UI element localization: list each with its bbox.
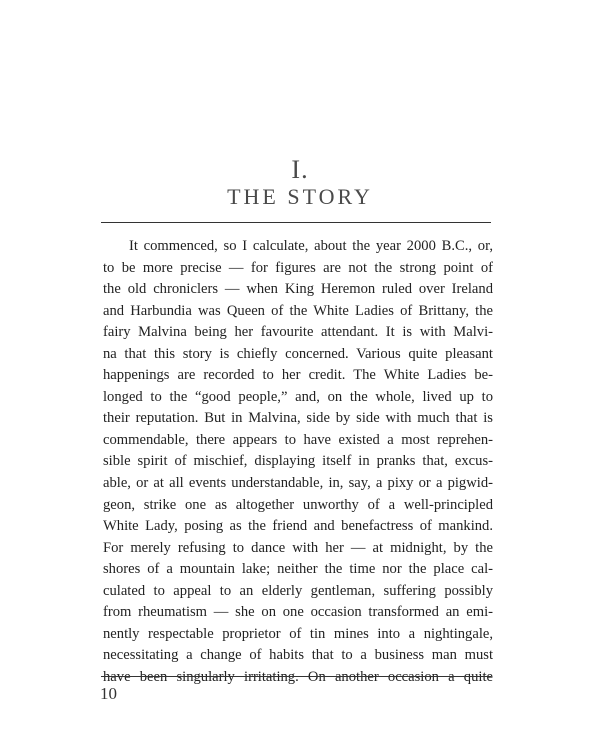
text-line: sible spirit of mischief, displaying itself in pranks that, excus- bbox=[103, 453, 493, 470]
footer-rule bbox=[101, 676, 491, 677]
text-line: It commenced, so I calculate, about the year 2000 B.C., or, bbox=[129, 238, 493, 254]
text-line: able, or at all events understandable, in, say, a pixy or a pigwid- bbox=[103, 475, 493, 492]
text-line: and Harbundia was Queen of the White Ladies of Brittany, the bbox=[103, 302, 493, 319]
text-line: have been singularly irritating. On another occasion a quite bbox=[103, 668, 493, 685]
text-line: White Lady, posing as the friend and benefactress of mankind. bbox=[103, 518, 493, 535]
text-line: shores of a mountain lake; neither the time nor the place cal- bbox=[103, 561, 493, 578]
text-line: to be more precise — for figures are not the strong point of bbox=[103, 259, 493, 276]
page-number: 10 bbox=[100, 684, 117, 703]
text-line: necessitating a change of habits that to a business man must bbox=[103, 647, 493, 664]
text-line: na that this story is chiefly concerned. Various quite pleasant bbox=[103, 345, 493, 362]
text-line: nently respectable proprietor of tin mines into a nightingale, bbox=[103, 625, 493, 642]
text-line: commendable, there appears to have existed a most reprehen- bbox=[103, 431, 493, 448]
text-line: longed to the “good people,” and, on the whole, lived up to bbox=[103, 388, 493, 405]
text-line: the old chroniclers — when King Heremon ruled over Ireland bbox=[103, 281, 493, 298]
text-line: fairy Malvina being her favourite attendant. It is with Malvi- bbox=[103, 324, 493, 341]
text-line: For merely refusing to dance with her — at midnight, by the bbox=[103, 539, 493, 556]
text-line: culated to appeal to an elderly gentleman, suffering possibly bbox=[103, 582, 493, 599]
text-line: from rheumatism — she on one occasion transformed an emi- bbox=[103, 604, 493, 621]
text-line: their reputation. But in Malvina, side by side with much that is bbox=[103, 410, 493, 427]
chapter-title: THE STORY bbox=[227, 184, 373, 209]
chapter-number: I. bbox=[291, 155, 309, 184]
text-line: happenings are recorded to her credit. The White Ladies be- bbox=[103, 367, 493, 384]
text-line: geon, strike one as altogether unworthy of a well-principled bbox=[103, 496, 493, 513]
body-text bbox=[103, 236, 493, 688]
header-rule bbox=[101, 222, 491, 223]
